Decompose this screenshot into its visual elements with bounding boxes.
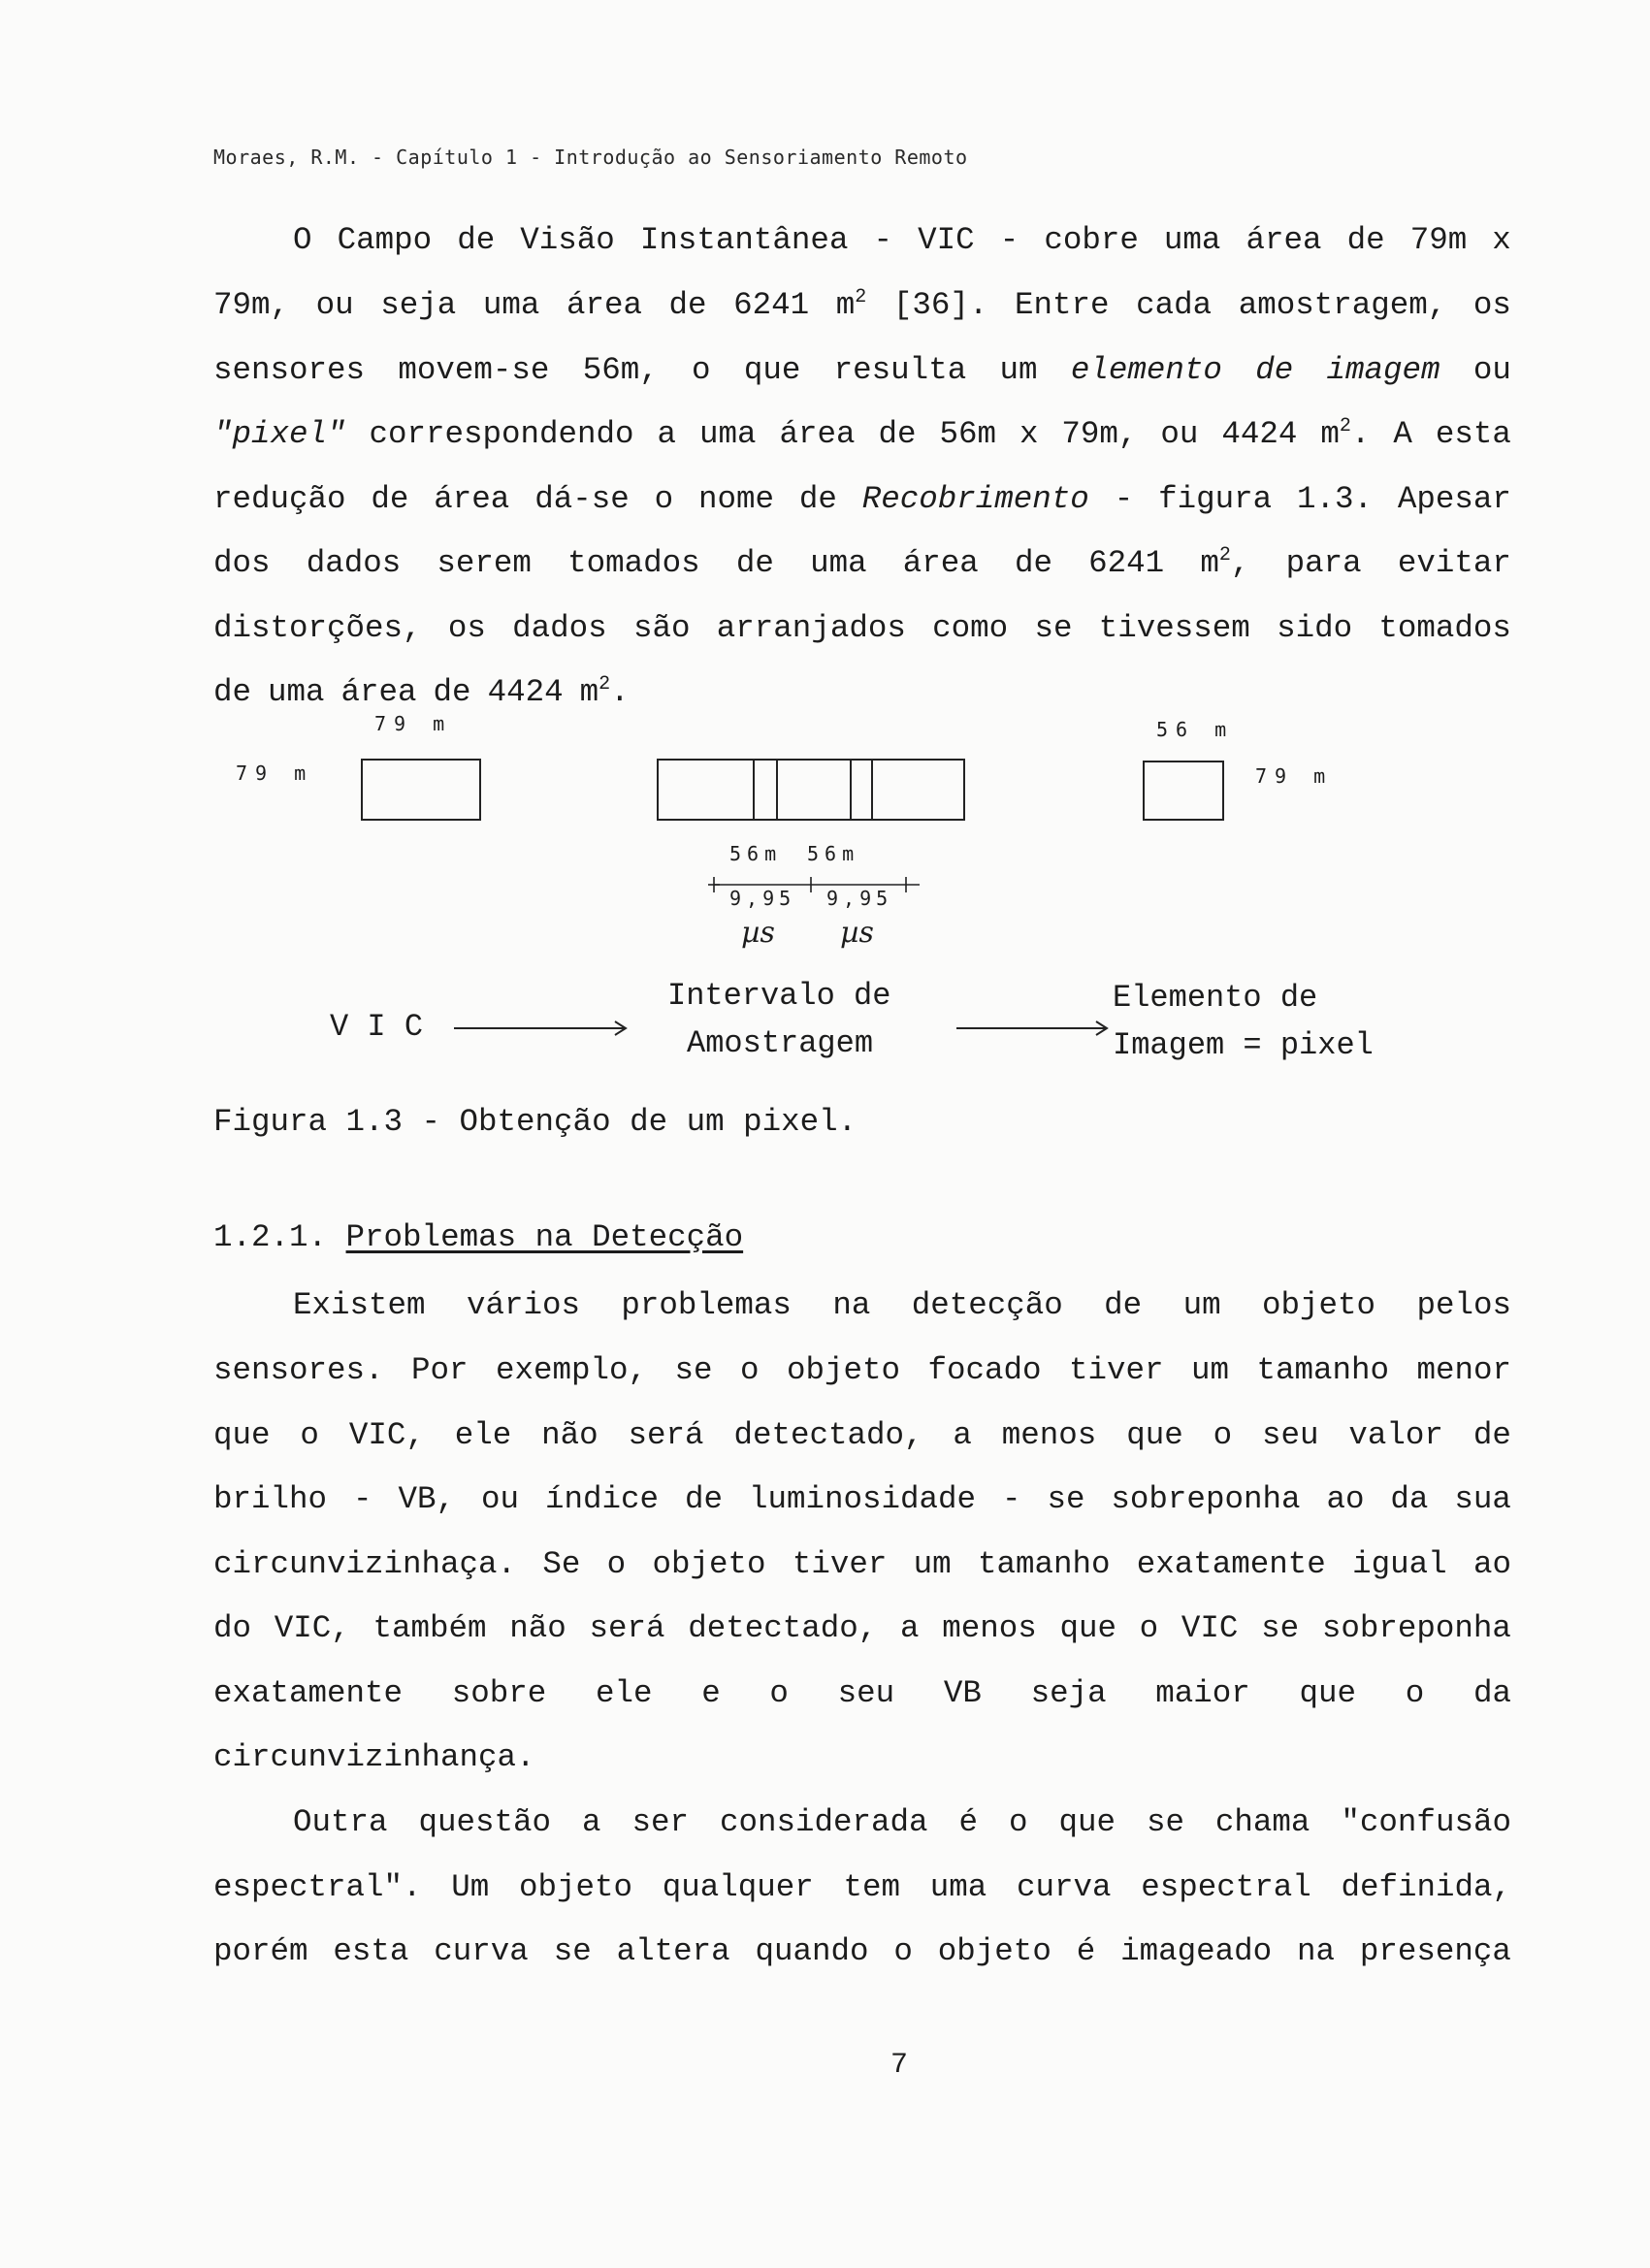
word: presença: [1359, 1933, 1511, 1969]
word: Um: [451, 1869, 490, 1905]
unit-label: µs: [741, 916, 775, 950]
word: de: [457, 222, 496, 258]
word: de: [1346, 222, 1385, 258]
word: de: [1104, 1287, 1143, 1323]
word: Recobrimento: [861, 481, 1089, 517]
word: Apesar: [1397, 481, 1511, 517]
word: Se: [542, 1546, 581, 1582]
word: cobre: [1044, 222, 1139, 258]
word: imagem: [1326, 352, 1440, 388]
word: seja: [1030, 1675, 1107, 1711]
word: VIC,: [274, 1610, 350, 1646]
word: dos: [213, 545, 271, 581]
vic-label: V I C: [330, 1009, 424, 1045]
word: elemento: [1070, 352, 1222, 388]
word: x: [1492, 222, 1511, 258]
word: são: [632, 610, 691, 646]
word: de: [1014, 545, 1052, 581]
text-line: [213, 1349, 1511, 1392]
word: $m^2$.: [1320, 415, 1371, 452]
word: objeto: [786, 1352, 900, 1388]
section-number: 1.2.1.: [213, 1219, 328, 1255]
word: dá-se: [534, 481, 630, 517]
word: tiver: [1068, 1352, 1164, 1388]
word: o: [739, 1352, 760, 1388]
word: objeto: [519, 1869, 633, 1905]
word: da: [1390, 1481, 1429, 1517]
word: evitar: [1397, 545, 1511, 581]
word: detectado,: [688, 1610, 878, 1646]
word: uma: [1163, 222, 1221, 258]
word: x: [1019, 416, 1039, 452]
word: Instantânea: [639, 222, 849, 258]
word: uma: [699, 416, 757, 452]
word: tiver: [792, 1546, 888, 1582]
word: uma: [810, 545, 867, 581]
image-element-label: Imagem = pixel: [1113, 1027, 1374, 1063]
word: objeto: [652, 1546, 766, 1582]
word: -: [999, 222, 1019, 258]
word: "pixel": [213, 416, 346, 452]
word: um: [1182, 1287, 1221, 1323]
text-line: [213, 1930, 1511, 1973]
word: a: [899, 1610, 920, 1646]
word: seu: [837, 1675, 895, 1711]
word: que: [1059, 1610, 1116, 1646]
word: exatamente: [1136, 1546, 1326, 1582]
word: de: [371, 481, 409, 517]
word: não: [509, 1610, 566, 1646]
word: se: [1146, 1804, 1184, 1840]
word: ou: [1472, 352, 1511, 388]
word: VIC: [1181, 1610, 1239, 1646]
word: 56m,: [582, 352, 659, 388]
word: se: [553, 1933, 592, 1969]
word: na: [1297, 1933, 1336, 1969]
text-line: [213, 1866, 1511, 1909]
word: 79m: [1409, 222, 1468, 258]
step-label: 56m: [807, 842, 860, 865]
word: de: [684, 1481, 723, 1517]
word: considerada: [719, 1804, 928, 1840]
text-line: [213, 1478, 1511, 1521]
text-line: [213, 284, 1511, 327]
word: amostragem,: [1238, 287, 1447, 323]
word: área: [566, 287, 642, 323]
word: A: [1393, 416, 1412, 452]
text-line: [213, 1736, 1511, 1779]
figure-caption: Figura 1.3 - Obtenção de um pixel.: [213, 1104, 857, 1140]
arrow-icon: [954, 1017, 1112, 1040]
word: ele: [454, 1417, 512, 1453]
word: da: [1472, 1675, 1511, 1711]
word: e: [701, 1675, 721, 1711]
word: 4424: [487, 674, 564, 710]
word: Visão: [520, 222, 615, 258]
word: cada: [1136, 287, 1213, 323]
word: $m^2$: [835, 286, 867, 323]
word: VB,: [398, 1481, 455, 1517]
running-header: Moraes, R.M. - Capítulo 1 - Introdução ao Sensoriamento Remoto: [213, 146, 968, 169]
text-line: [213, 1414, 1511, 1457]
word: menos: [1001, 1417, 1097, 1453]
word: que: [1058, 1804, 1116, 1840]
word: ser: [631, 1804, 689, 1840]
word: de: [668, 287, 707, 323]
word: uma: [268, 674, 325, 710]
word: circunvizinhaça.: [213, 1546, 517, 1582]
arrow-icon: [452, 1017, 631, 1040]
word: tamanho: [977, 1546, 1111, 1582]
word: de: [735, 545, 774, 581]
pixel-width-label: 56 m: [1156, 718, 1235, 741]
word: o: [654, 481, 674, 517]
pixel-square: [1143, 761, 1224, 821]
word: o: [606, 1546, 627, 1582]
word: área: [1246, 222, 1322, 258]
word: seja: [380, 287, 457, 323]
word: esta: [1435, 416, 1511, 452]
time-label: 9,95: [826, 887, 893, 910]
word: ao: [1472, 1546, 1511, 1582]
word: área: [779, 416, 856, 452]
word: altera: [616, 1933, 730, 1969]
word: ou: [1160, 416, 1199, 452]
word: também: [372, 1610, 487, 1646]
word: que: [1126, 1417, 1183, 1453]
word: área: [340, 674, 417, 710]
word: os: [1472, 287, 1511, 323]
word: objeto: [937, 1933, 1051, 1969]
word: exemplo,: [495, 1352, 648, 1388]
word: chama: [1214, 1804, 1310, 1840]
text-line: [213, 671, 1511, 714]
word: maior: [1155, 1675, 1250, 1711]
word: movem-se: [398, 352, 550, 388]
word: sobre: [451, 1675, 547, 1711]
word: o: [1139, 1610, 1159, 1646]
word: circunvizinhança.: [213, 1739, 535, 1775]
page-number: 7: [890, 2049, 909, 2082]
word: -: [353, 1481, 372, 1517]
word: se: [674, 1352, 713, 1388]
word: o: [893, 1933, 913, 1969]
word: uma: [929, 1869, 987, 1905]
word: não: [541, 1417, 599, 1453]
word: Campo: [337, 222, 433, 258]
section-title: Problemas na Detecção: [345, 1219, 744, 1255]
word: ele: [595, 1675, 653, 1711]
word: de: [1472, 1417, 1511, 1453]
word: objeto: [1262, 1287, 1376, 1323]
text-line: [293, 1801, 1511, 1844]
word: sobreponha: [1321, 1610, 1511, 1646]
word: tivessem: [1098, 610, 1250, 646]
sampling-interval-label: Intervalo de: [667, 978, 891, 1014]
word: ao: [1326, 1481, 1365, 1517]
word: exatamente: [213, 1675, 404, 1711]
word: menos: [942, 1610, 1037, 1646]
word: um: [999, 352, 1038, 388]
word: como: [932, 610, 1009, 646]
word: de: [433, 674, 471, 710]
word: distorções,: [213, 610, 422, 646]
word: que: [1299, 1675, 1357, 1711]
word: 4424: [1221, 416, 1298, 452]
word: dados: [512, 610, 607, 646]
word: Entre: [1015, 287, 1110, 323]
pixel-height-label: 79 m: [1255, 764, 1334, 788]
word: área: [434, 481, 510, 517]
word: curva: [434, 1933, 529, 1969]
word: menor: [1416, 1352, 1511, 1388]
word: de: [798, 481, 837, 517]
word: arranjados: [716, 610, 906, 646]
word: o: [1213, 1417, 1233, 1453]
word: esta: [333, 1933, 409, 1969]
text-line: [213, 478, 1511, 521]
step-label: 56m: [729, 842, 783, 865]
vic-square: [361, 759, 481, 821]
word: é: [1076, 1933, 1096, 1969]
word: brilho: [213, 1481, 328, 1517]
word: na: [832, 1287, 871, 1323]
word: pelos: [1416, 1287, 1511, 1323]
word: o: [1405, 1675, 1425, 1711]
word: porém: [213, 1933, 308, 1969]
word: um: [913, 1546, 952, 1582]
word: definida,: [1341, 1869, 1511, 1905]
word: curva: [1016, 1869, 1112, 1905]
unit-label: µs: [840, 916, 874, 950]
word: luminosidade: [748, 1481, 976, 1517]
text-line: [213, 413, 1511, 456]
word: $m^2$.: [579, 673, 630, 710]
word: de: [1255, 352, 1294, 388]
text-line: [213, 1607, 1511, 1650]
word: O: [293, 222, 312, 258]
text-line: [293, 1284, 1511, 1327]
vic-height-label: 79 m: [236, 761, 314, 785]
word: redução: [213, 481, 346, 517]
word: seu: [1262, 1417, 1319, 1453]
image-element-label: Elemento de: [1113, 980, 1318, 1016]
text-line: [213, 349, 1511, 392]
word: que: [213, 1417, 271, 1453]
word: a: [657, 416, 677, 452]
word: figura: [1158, 481, 1273, 517]
word: se: [1047, 1481, 1085, 1517]
word: VB: [943, 1675, 982, 1711]
word: 6241: [733, 287, 810, 323]
word: VIC,: [348, 1417, 425, 1453]
word: focado: [927, 1352, 1042, 1388]
word: 6241: [1088, 545, 1165, 581]
word: tem: [843, 1869, 901, 1905]
word: sensores.: [213, 1352, 384, 1388]
word: sobreponha: [1111, 1481, 1301, 1517]
word: Outra: [293, 1804, 388, 1840]
word: que: [743, 352, 801, 388]
word: detectado,: [733, 1417, 923, 1453]
word: Por: [411, 1352, 469, 1388]
word: imageado: [1120, 1933, 1273, 1969]
word: -: [1114, 481, 1134, 517]
word: sido: [1277, 610, 1353, 646]
word: o: [1008, 1804, 1028, 1840]
word: espectral".: [213, 1869, 422, 1905]
text-line: [213, 542, 1511, 585]
word: 79m,: [213, 287, 290, 323]
word: resulta: [833, 352, 967, 388]
word: igual: [1352, 1546, 1447, 1582]
time-label: 9,95: [729, 887, 796, 910]
strip-divider: [850, 759, 852, 821]
word: $m^2$,: [1200, 544, 1250, 581]
word: de: [213, 674, 252, 710]
word: índice: [544, 1481, 659, 1517]
word: será: [589, 1610, 665, 1646]
word: [36].: [892, 287, 988, 323]
word: a: [953, 1417, 972, 1453]
section-heading: [213, 1219, 743, 1255]
word: o: [769, 1675, 789, 1711]
word: nome: [697, 481, 774, 517]
word: correspondendo: [369, 416, 634, 452]
word: é: [958, 1804, 978, 1840]
word: valor: [1348, 1417, 1443, 1453]
text-line: [213, 607, 1511, 650]
text-line: [213, 1672, 1511, 1715]
text-line: [213, 1543, 1511, 1586]
word: 1.3.: [1296, 481, 1373, 517]
word: será: [628, 1417, 704, 1453]
word: o: [692, 352, 711, 388]
sampling-strip: [657, 759, 965, 821]
word: tomados: [567, 545, 700, 581]
word: o: [300, 1417, 319, 1453]
word: 56m: [939, 416, 996, 452]
word: ou: [480, 1481, 519, 1517]
word: serem: [437, 545, 532, 581]
strip-divider: [776, 759, 778, 821]
word: um: [1190, 1352, 1229, 1388]
word: 79m,: [1061, 416, 1138, 452]
word: -: [873, 222, 893, 258]
word: qualquer: [662, 1869, 814, 1905]
word: tamanho: [1256, 1352, 1389, 1388]
word: detecção: [911, 1287, 1063, 1323]
word: para: [1285, 545, 1362, 581]
word: questão: [418, 1804, 552, 1840]
word: a: [582, 1804, 601, 1840]
strip-divider: [753, 759, 755, 821]
word: -: [1001, 1481, 1021, 1517]
strip-divider: [871, 759, 873, 821]
word: quando: [755, 1933, 869, 1969]
word: de: [878, 416, 917, 452]
word: "confusão: [1341, 1804, 1511, 1840]
word: problemas: [621, 1287, 792, 1323]
word: área: [902, 545, 979, 581]
sampling-interval-label: Amostragem: [687, 1025, 874, 1061]
word: vários: [466, 1287, 580, 1323]
word: se: [1261, 1610, 1300, 1646]
word: se: [1034, 610, 1073, 646]
text-line: [293, 219, 1511, 262]
word: VIC: [918, 222, 975, 258]
word: tomados: [1378, 610, 1511, 646]
word: espectral: [1141, 1869, 1311, 1905]
word: uma: [482, 287, 540, 323]
vic-width-label: 79 m: [374, 712, 453, 735]
word: dados: [306, 545, 402, 581]
word: os: [447, 610, 486, 646]
word: ou: [315, 287, 354, 323]
word: Existem: [293, 1287, 426, 1323]
word: do: [213, 1610, 252, 1646]
word: sensores: [213, 352, 366, 388]
word: sua: [1454, 1481, 1511, 1517]
